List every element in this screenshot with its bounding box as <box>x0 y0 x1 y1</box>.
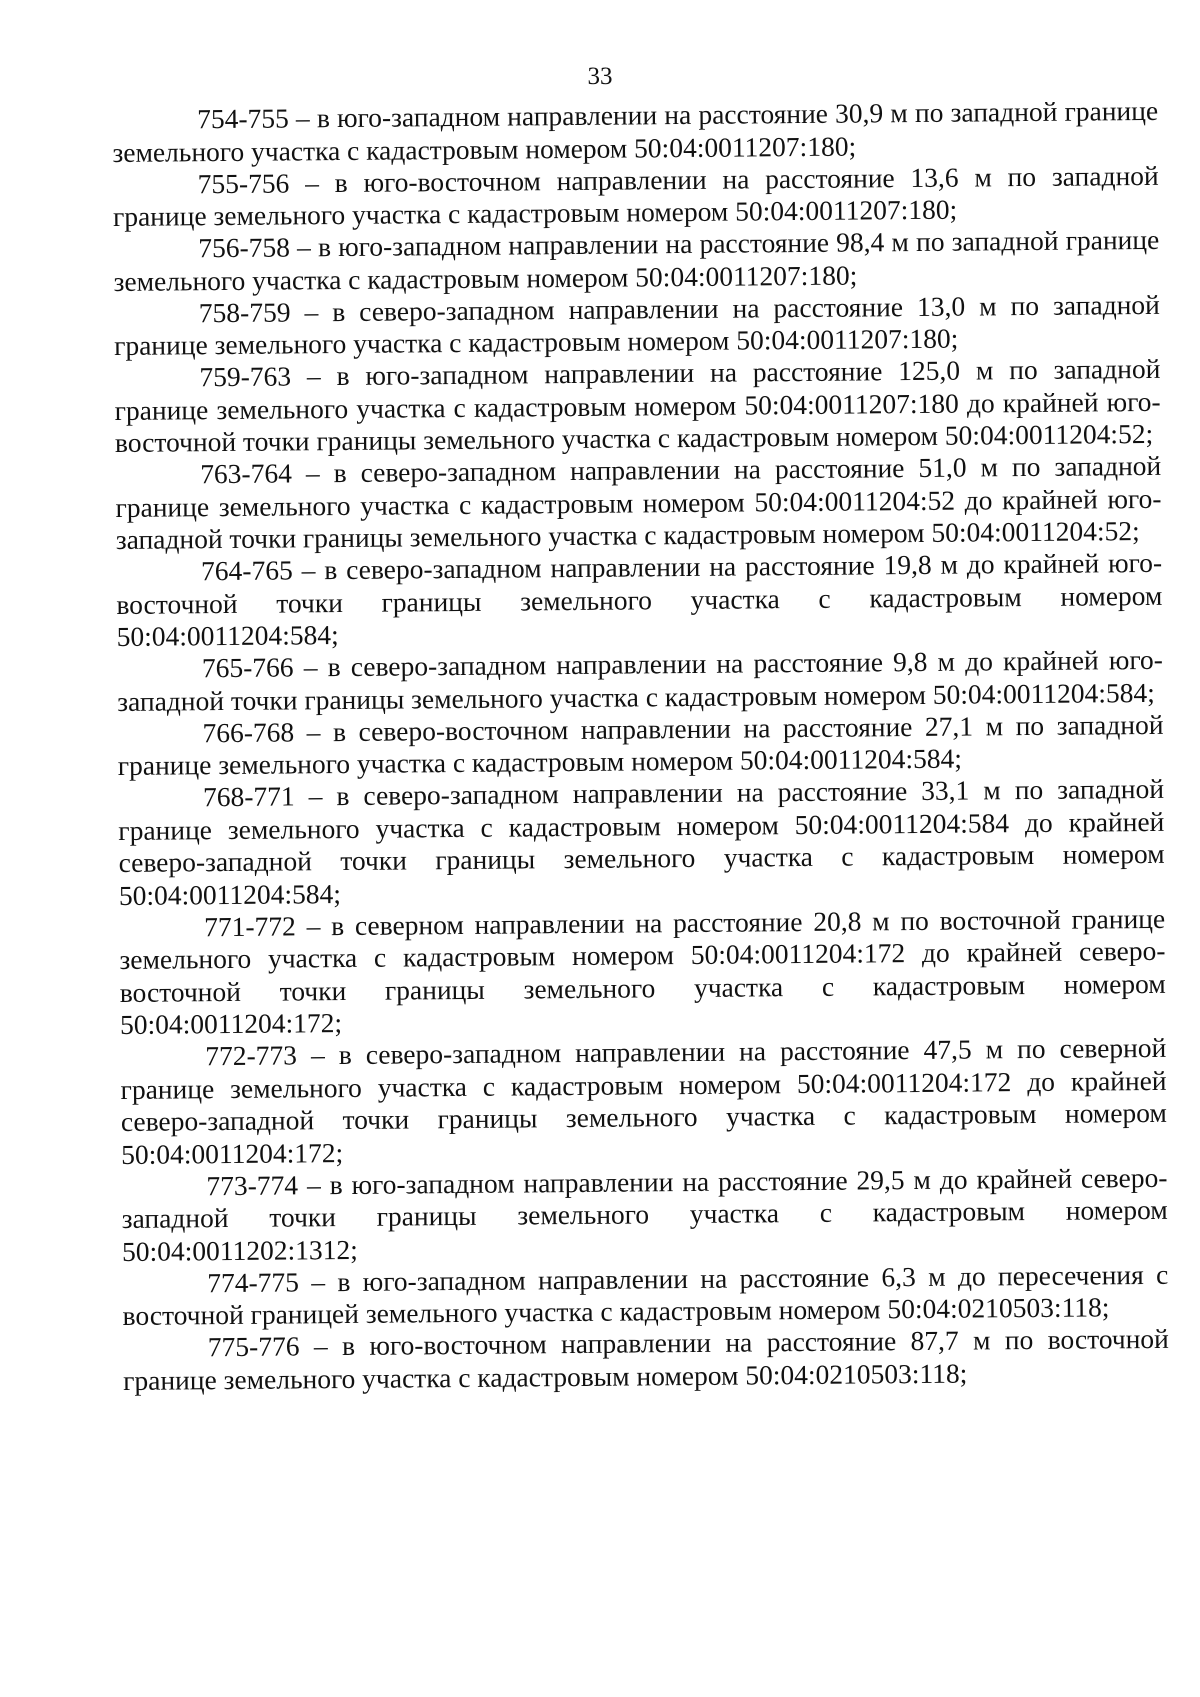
segment-description: в юго-западном направлении на расстояние 6,3 м до пересечения с восточной границей земельного участка с кадастровым номером 50:04:0210503:118; <box>122 1258 1169 1331</box>
segment-description: в северо-восточном направлении на расстояние 27,1 м по западной границе земельного участка с кадастровым номером 50:04:0011204:584; <box>117 708 1164 781</box>
segment-description: в северо-западном направлении на расстояние 51,0 м по западной границе земельного участка с кадастровым номером 50:04:0011204:52 до крайней юго-западной точки границы земельного участка с кадастровым номером 50:04:0011204:52; <box>115 449 1162 555</box>
boundary-paragraph: 771-772 – в северном направлении на расстояние 20,8 м по восточной границе земельного участка с кадастровым номером 50:04:0011204:172 до крайней северо-восточной точки границы земельного участка с кадастровым номером 50:04:0011204:172; <box>119 902 1166 1040</box>
boundary-paragraph: 774-775 – в юго-западном направлении на расстояние 6,3 м до пересечения с восточной границей земельного участка с кадастровым номером 50:04:0210503:118; <box>122 1258 1169 1331</box>
segment-label: 763-764 <box>200 457 293 490</box>
segment-label: 773-774 <box>206 1168 299 1201</box>
boundary-paragraph: 764-765 – в северо-западном направлении на расстояние 19,8 м до крайней юго-восточной точки границы земельного участка с кадастровым номером 50:04:0011204:584; <box>116 546 1163 652</box>
segment-description: в северо-западном направлении на расстояние 47,5 м по северной границе земельного участка с кадастровым номером 50:04:0011204:172 до крайней северо-западной точки границы земельного участка с кадастровым номером 50:04:0011204:172; <box>120 1031 1167 1170</box>
segment-label: 758-759 <box>198 295 291 328</box>
boundary-paragraph: 756-758 – в юго-западном направлении на расстояние 98,4 м по западной границе земельного участка с кадастровым номером 50:04:0011207:180; <box>113 223 1160 297</box>
segment-label: 765-766 <box>201 651 294 684</box>
segment-description: в юго-западном направлении на расстояние 30,9 м по западной границе земельного участка с кадастровым номером 50:04:0011207:180; <box>112 94 1159 168</box>
segment-label: 759-763 <box>199 360 292 393</box>
segment-label: 764-765 <box>200 554 293 587</box>
segment-description: в северо-западном направлении на расстояние 19,8 м до крайней юго-восточной точки границы земельного участка с кадастровым номером 50:04:0011204:584; <box>116 546 1163 652</box>
document-body <box>112 95 1169 1397</box>
segment-description: в северо-западном направлении на расстояние 9,8 м до крайней юго-западной точки границы земельного участка с кадастровым номером 50:04:0011204:584; <box>117 643 1164 717</box>
segment-label: 754-755 <box>196 102 289 135</box>
boundary-paragraph: 765-766 – в северо-западном направлении на расстояние 9,8 м до крайней юго-западной точки границы земельного участка с кадастровым номером 50:04:0011204:584; <box>117 643 1164 717</box>
boundary-paragraph: 758-759 – в северо-западном направлении на расстояние 13,0 м по западной границе земельного участка с кадастровым номером 50:04:0011207:180; <box>113 288 1160 361</box>
segment-description: в юго-западном направлении на расстояние 29,5 м до крайней северо-западной точки границы земельного участка с кадастровым номером 50:04:0011202:1312; <box>121 1161 1168 1267</box>
segment-description: в юго-западном направлении на расстояние 125,0 м по западной границе земельного участка с кадастровым номером 50:04:0011207:180 до крайней юго-восточной точки границы земельного участка с кадастровым номером 50:04:0011204:52; <box>114 352 1161 458</box>
segment-label: 756-758 <box>198 231 291 264</box>
boundary-paragraph: 755-756 – в юго-восточном направлении на расстояние 13,6 м по западной границе земельного участка с кадастровым номером 50:04:0011207:180; <box>112 159 1159 232</box>
segment-description: в северо-западном направлении на расстояние 33,1 м по западной границе земельного участка с кадастровым номером 50:04:0011204:584 до крайней северо-западной точки границы земельного участка с кадастровым номером 50:04:0011204:584; <box>118 772 1165 911</box>
boundary-paragraph: 759-763 – в юго-западном направлении на расстояние 125,0 м по западной границе земельного участка с кадастровым номером 50:04:0011207:180 до крайней юго-восточной точки границы земельного участка с кадастровым номером 50:04:0011204:52; <box>114 352 1161 458</box>
segment-label: 774-775 <box>207 1265 300 1298</box>
segment-description: в северо-западном направлении на расстояние 13,0 м по западной границе земельного участка с кадастровым номером 50:04:0011207:180; <box>113 288 1160 361</box>
page-number: 33 <box>587 63 613 90</box>
boundary-paragraph: 773-774 – в юго-западном направлении на расстояние 29,5 м до крайней северо-западной точки границы земельного участка с кадастровым номером 50:04:0011202:1312; <box>121 1161 1168 1267</box>
boundary-paragraph: 775-776 – в юго-восточном направлении на расстояние 87,7 м по восточной границе земельного участка с кадастровым номером 50:04:0210503:118; <box>122 1322 1169 1396</box>
segment-description: в юго-западном направлении на расстояние 98,4 м по западной границе земельного участка с кадастровым номером 50:04:0011207:180; <box>113 223 1160 297</box>
boundary-paragraph: 763-764 – в северо-западном направлении на расстояние 51,0 м по западной границе земельного участка с кадастровым номером 50:04:0011204:52 до крайней юго-западной точки границы земельного участка с кадастровым номером 50:04:0011204:52; <box>115 449 1162 555</box>
segment-description: в юго-восточном направлении на расстояние 13,6 м по западной границе земельного участка с кадастровым номером 50:04:0011207:180; <box>112 159 1159 232</box>
segment-label: 768-771 <box>202 780 295 813</box>
segment-label: 772-773 <box>205 1039 298 1072</box>
segment-description: в юго-восточном направлении на расстояние 87,7 м по восточной границе земельного участка с кадастровым номером 50:04:0210503:118; <box>122 1322 1169 1396</box>
segment-description: в северном направлении на расстояние 20,8 м по восточной границе земельного участка с кадастровым номером 50:04:0011204:172 до крайней северо-восточной точки границы земельного участка с кадастровым номером 50:04:0011204:172; <box>119 902 1166 1040</box>
segment-label: 766-768 <box>202 715 295 748</box>
segment-label: 755-756 <box>197 166 290 199</box>
boundary-paragraph: 768-771 – в северо-западном направлении на расстояние 33,1 м по западной границе земельного участка с кадастровым номером 50:04:0011204:584 до крайней северо-западной точки границы земельного участка с кадастровым номером 50:04:0011204:584; <box>118 772 1165 911</box>
boundary-paragraph: 766-768 – в северо-восточном направлении на расстояние 27,1 м по западной границе земельного участка с кадастровым номером 50:04:0011204:584; <box>117 708 1164 781</box>
boundary-paragraph: 754-755 – в юго-западном направлении на расстояние 30,9 м по западной границе земельного участка с кадастровым номером 50:04:0011207:180; <box>112 94 1159 168</box>
segment-label: 775-776 <box>207 1330 300 1363</box>
boundary-paragraph: 772-773 – в северо-западном направлении на расстояние 47,5 м по северной границе земельного участка с кадастровым номером 50:04:0011204:172 до крайней северо-западной точки границы земельного участка с кадастровым номером 50:04:0011204:172; <box>120 1031 1167 1170</box>
segment-label: 771-772 <box>204 909 296 942</box>
